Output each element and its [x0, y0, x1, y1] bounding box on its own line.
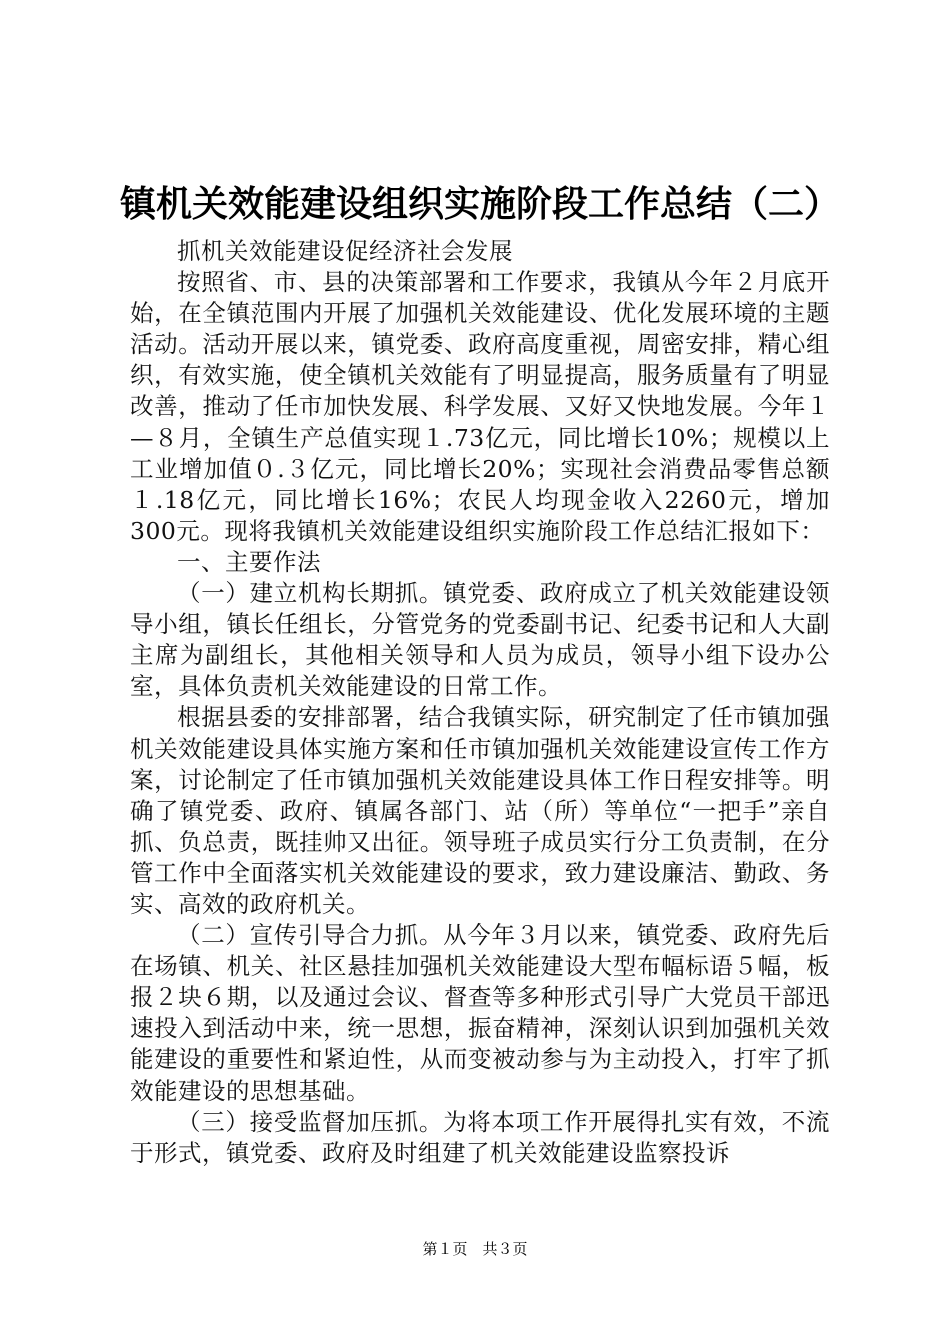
document-body: [130, 236, 830, 1169]
paragraph-publicity-guidance: （二）宣传引导合力抓。从今年３月以来，镇党委、政府先后在场镇、机关、社区悬挂加强机关效能建设大型布幅标语５幅，板报２块６期，以及通过会议、督查等多种形式引导广大党员干部迅速投入到活动中来，统一思想，振奋精神，深刻认识到加强机关效能建设的重要性和紧迫性，从而变被动参与为主动投入，打牢了抓效能建设的思想基础。: [130, 921, 830, 1105]
paragraph-establish-organization: （一）建立机构长期抓。镇党委、政府成立了机关效能建设领导小组，镇长任组长，分管党务的党委副书记、纪委书记和人大副主席为副组长，其他相关领导和人员为成员，领导小组下设办公室，具体负责机关效能建设的日常工作。: [130, 579, 830, 701]
paragraph-accept-supervision: （三）接受监督加压抓。为将本项工作开展得扎实有效，不流于形式，镇党委、政府及时组建了机关效能建设监察投诉: [130, 1107, 830, 1167]
document-title: 镇机关效能建设组织实施阶段工作总结（二）: [120, 183, 841, 225]
document-subtitle: 抓机关效能建设促经济社会发展: [177, 237, 513, 265]
paragraph-county-arrangement: 根据县委的安排部署，结合我镇实际，研究制定了任市镇加强机关效能建设具体实施方案和任市镇加强机关效能建设宣传工作方案，讨论制定了任市镇加强机关效能建设具体工作日程安排等。明确了镇党委、政府、镇属各部门、站（所）等单位“一把手”亲自抓、负总责，既挂帅又出征。领导班子成员实行分工负责制，在分管工作中全面落实机关效能建设的要求，致力建设廉洁、勤政、务实、高效的政府机关。: [130, 703, 830, 918]
paragraph-intro: 按照省、市、县的决策部署和工作要求，我镇从今年２月底开始，在全镇范围内开展了加强机关效能建设、优化发展环境的主题活动。活动开展以来，镇党委、政府高度重视，周密安排，精心组织，有效实施，使全镇机关效能有了明显提高，服务质量有了明显改善，推动了任市加快发展、科学发展、又好又快地发展。今年１—８月，全镇生产总值实现１.73亿元，同比增长10%；规模以上工业增加值０.３亿元，同比增长20%；实现社会消费品零售总额１.18亿元，同比增长16%；农民人均现金收入2260元，增加300元。现将我镇机关效能建设组织实施阶段工作总结汇报如下：: [130, 268, 830, 545]
section-heading-main-methods: 一、主要作法: [177, 547, 321, 576]
page-footer: 第１页 共３页: [422, 1240, 528, 1258]
